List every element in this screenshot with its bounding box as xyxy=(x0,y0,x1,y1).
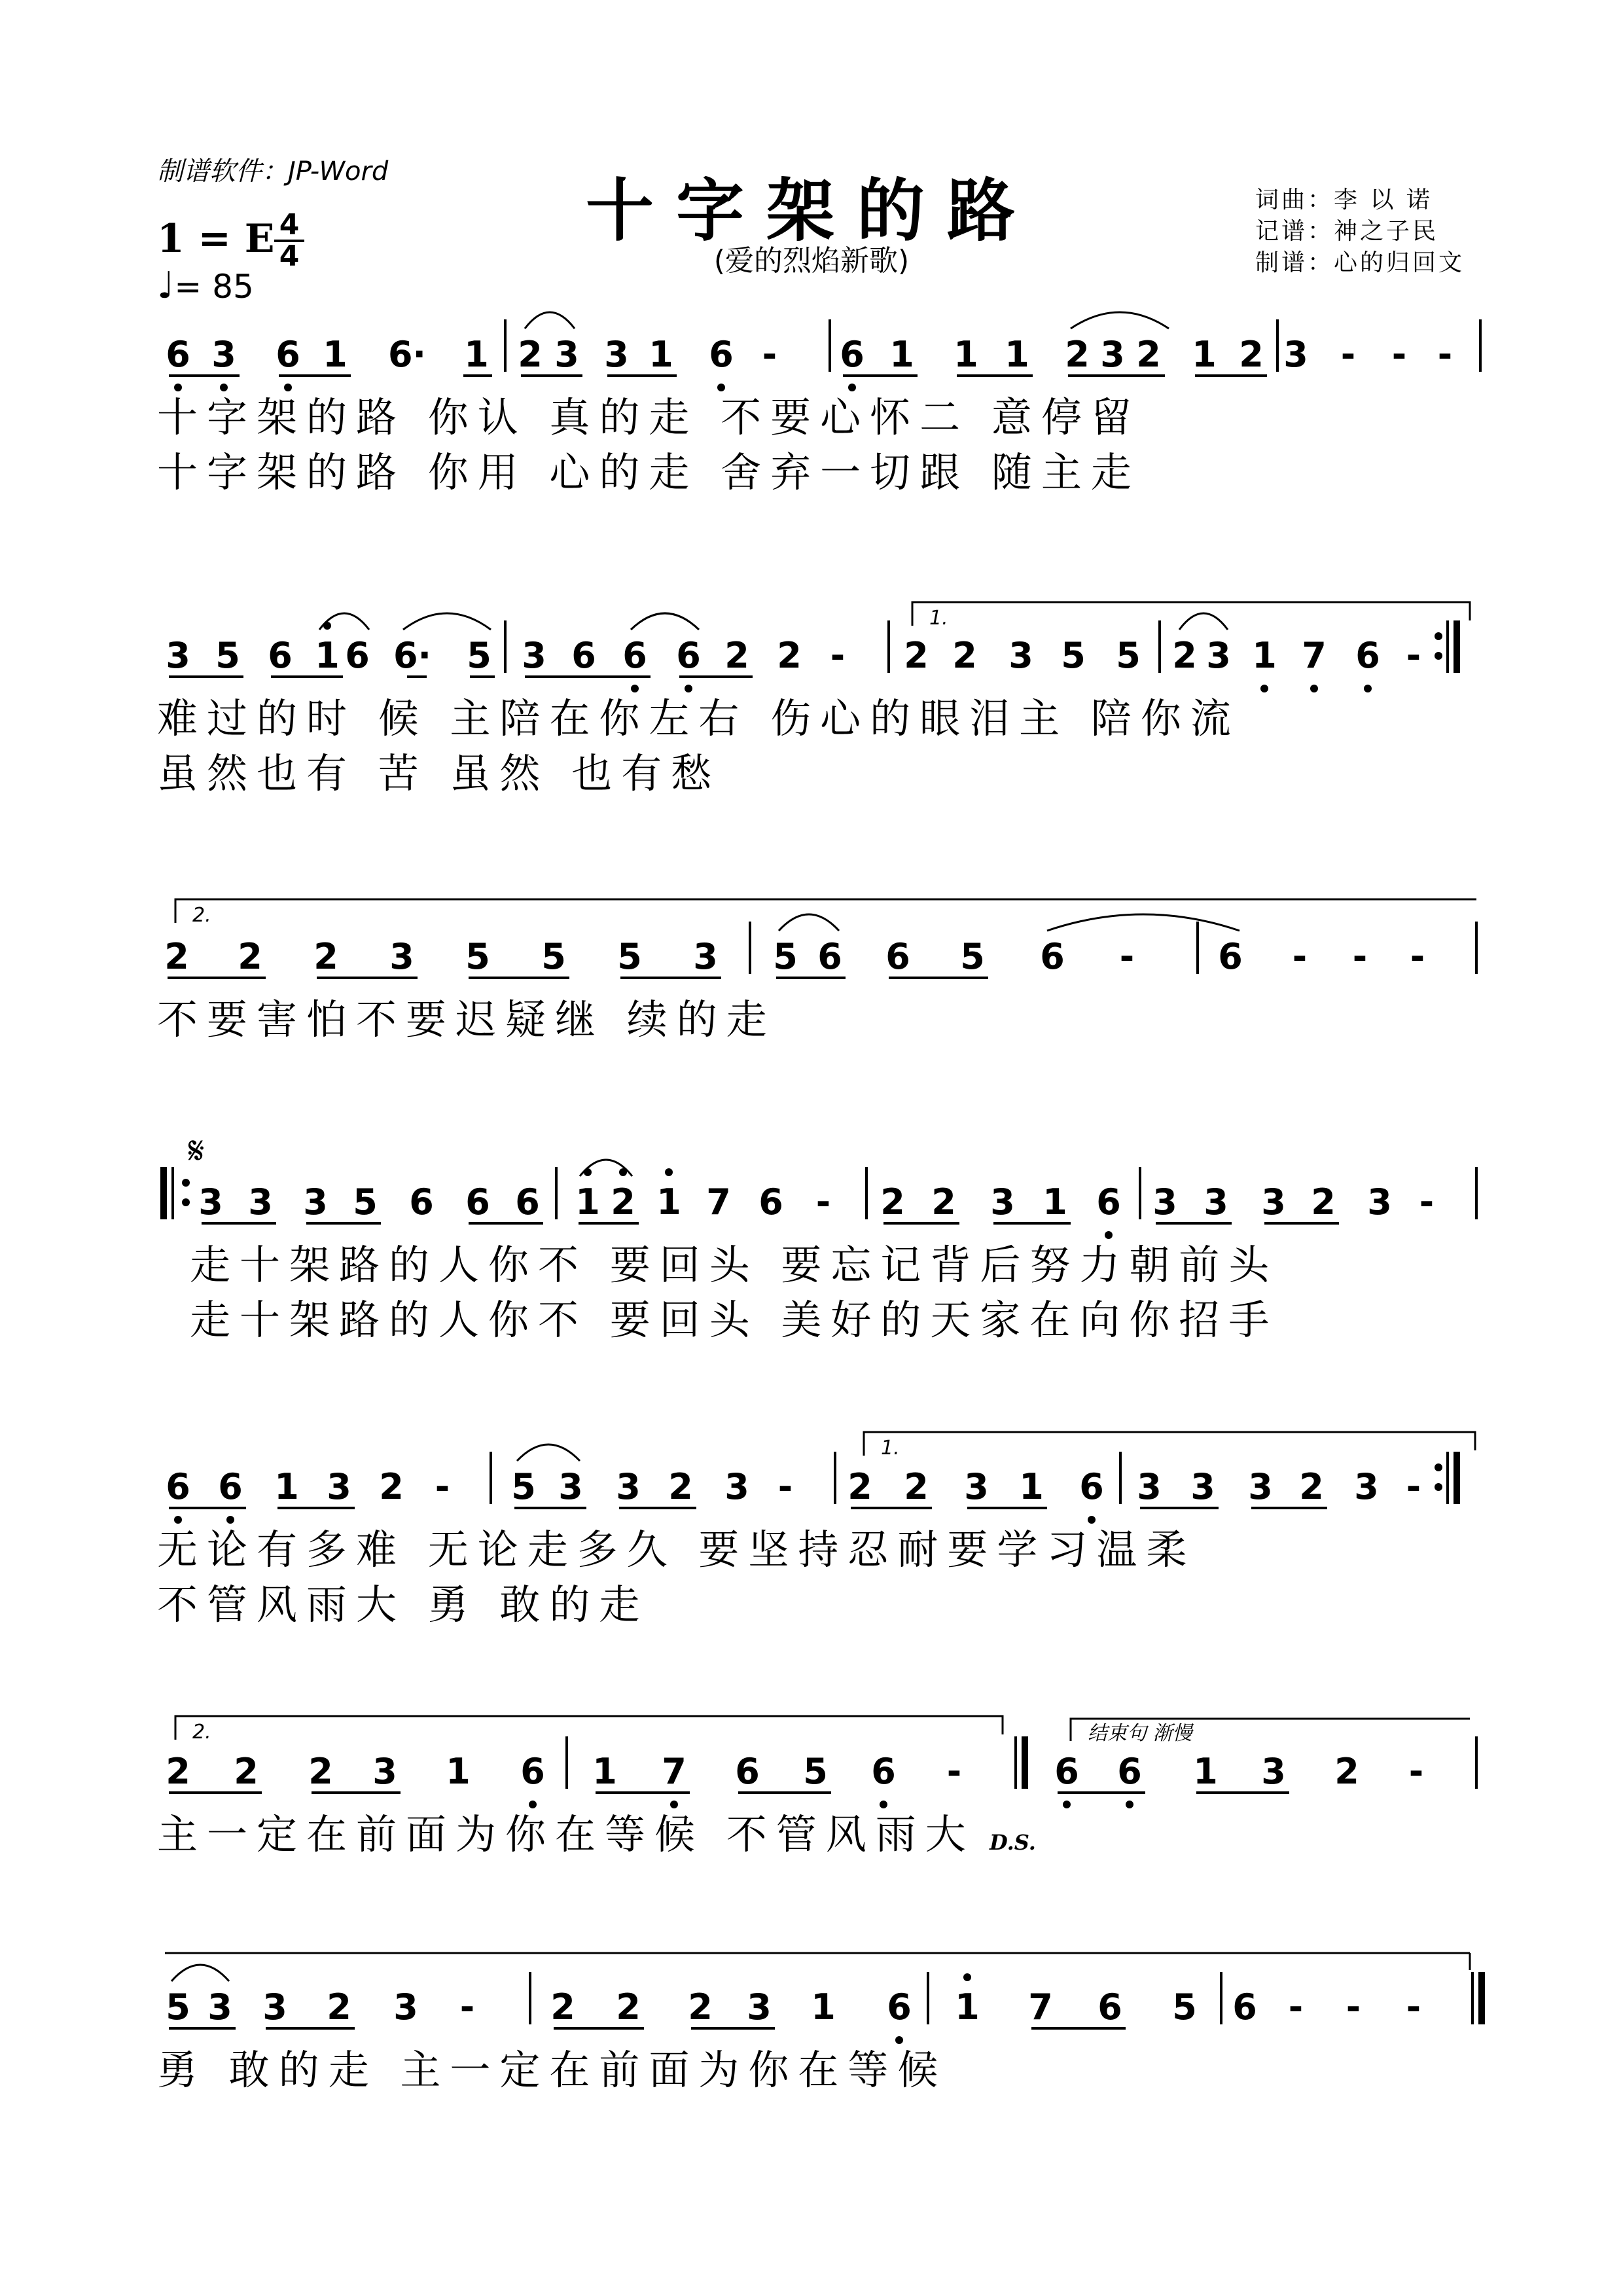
note: 2 xyxy=(668,1466,693,1507)
note: 6· xyxy=(387,334,427,375)
tempo-value: = 85 xyxy=(174,268,254,306)
note: 1 xyxy=(954,334,978,375)
credit-line: 记谱：神之子民 xyxy=(1255,218,1439,245)
note: 6 xyxy=(465,1181,490,1223)
note: 3 xyxy=(198,1181,223,1223)
note: 2 xyxy=(308,1751,333,1792)
note: 2 xyxy=(904,1466,929,1507)
note: 6 xyxy=(571,635,596,676)
note: 3 xyxy=(522,635,546,676)
note: 6 xyxy=(871,1751,896,1792)
dash-note: - xyxy=(1406,1466,1421,1507)
slur xyxy=(631,613,699,630)
note: 2 xyxy=(1239,334,1264,375)
dash-note: - xyxy=(1408,1751,1424,1792)
dash-note: - xyxy=(435,1466,450,1507)
ending-label: 结束句 渐慢 xyxy=(1088,1722,1192,1745)
note: 6 xyxy=(1232,1986,1257,2028)
note: 6 xyxy=(885,936,910,977)
music-system xyxy=(164,914,1476,978)
note: 6 xyxy=(1040,936,1065,977)
dash-note: - xyxy=(762,334,777,375)
dash-note: - xyxy=(946,1751,962,1792)
note: 1 xyxy=(656,1181,681,1223)
octave-dot-above xyxy=(665,1168,673,1176)
note: 6 xyxy=(268,635,293,676)
note: 3 xyxy=(616,1466,641,1507)
dash-note: - xyxy=(1406,635,1421,676)
dash-note: - xyxy=(1437,334,1453,375)
note: 2 xyxy=(166,1751,190,1792)
note: 3 xyxy=(554,334,579,375)
octave-dot-below xyxy=(1126,1801,1133,1808)
note: 1 xyxy=(274,1466,299,1507)
note: 3 xyxy=(990,1181,1015,1223)
repeat-dot xyxy=(1435,1483,1442,1491)
note: 3 xyxy=(1100,334,1125,375)
lyric-line: 难过的时 候 主陪在你左右 伤心的眼泪主 陪你流 xyxy=(157,694,1240,742)
note: 3 xyxy=(166,635,190,676)
note: 6 xyxy=(166,1466,190,1507)
note: 2 xyxy=(313,936,338,977)
note: 3 xyxy=(558,1466,583,1507)
music-system xyxy=(166,1736,1476,1808)
note: 5 xyxy=(1172,1986,1197,2028)
note: 2 xyxy=(1311,1181,1336,1223)
note: 5 xyxy=(465,936,490,977)
octave-dot-above xyxy=(619,1168,627,1176)
note: 3 xyxy=(1190,1466,1215,1507)
note: 7 xyxy=(1028,1986,1053,2028)
note: 6 xyxy=(166,334,190,375)
repeat-dot xyxy=(182,1198,190,1206)
note: 6 xyxy=(887,1986,912,2028)
note: 6 xyxy=(817,936,842,977)
note: 2 xyxy=(379,1466,404,1507)
dash-note: - xyxy=(1346,1986,1361,2028)
note: 2 xyxy=(880,1181,905,1223)
note: 3 xyxy=(211,334,236,375)
note: 3 xyxy=(964,1466,989,1507)
volta-label: 2. xyxy=(192,1721,211,1744)
note: 2 xyxy=(1136,334,1161,375)
dash-note: - xyxy=(777,1466,793,1507)
note: 6 xyxy=(409,1181,434,1223)
note: 6 xyxy=(758,1181,783,1223)
dash-note: - xyxy=(1419,1181,1435,1223)
slur xyxy=(525,312,575,329)
note: 3 xyxy=(1367,1181,1392,1223)
note: 3 xyxy=(1248,1466,1273,1507)
note: 1 xyxy=(1043,1181,1067,1223)
volta-bracket xyxy=(864,1432,1475,1456)
note: 6 xyxy=(218,1466,243,1507)
time-denominator: 4 xyxy=(279,240,300,273)
note: 6 xyxy=(735,1751,760,1792)
octave-dot-above xyxy=(584,1168,592,1176)
note: 2 xyxy=(847,1466,872,1507)
music-system xyxy=(166,1965,1482,2044)
note: 6 xyxy=(276,334,300,375)
note: 6 xyxy=(520,1751,545,1792)
lyric-line: 十字架的路 你认 真的走 不要心怀二 意停留 xyxy=(157,393,1141,441)
note: 1 xyxy=(1192,334,1217,375)
note: 3 xyxy=(389,936,414,977)
note: 3 xyxy=(372,1751,397,1792)
note: 1 xyxy=(1005,334,1029,375)
song-title: 十字架的路 xyxy=(585,171,1037,251)
note: 5 xyxy=(353,1181,378,1223)
note: 2 xyxy=(518,334,543,375)
time-numerator: 4 xyxy=(279,208,300,242)
credit-line: 词曲：李 以 诺 xyxy=(1255,187,1433,213)
note: 2 xyxy=(777,635,802,676)
note: 6 xyxy=(1079,1466,1104,1507)
note: 3 xyxy=(207,1986,232,2028)
lyric-line: 走十架路的人你不 要回头 美好的天家在向你招手 xyxy=(190,1296,1279,1344)
slur xyxy=(779,914,839,931)
note: 2 xyxy=(164,936,189,977)
note: 5 xyxy=(541,936,566,977)
note: 1 xyxy=(811,1986,836,2028)
note: 2 xyxy=(327,1986,351,2028)
dash-note: - xyxy=(815,1181,831,1223)
volta-label: 1. xyxy=(881,1437,900,1460)
lyric-line: 主一定在前面为你在等候 不管风雨大 xyxy=(157,1810,975,1858)
slur xyxy=(1179,613,1228,630)
note: 5 xyxy=(1061,635,1086,676)
note: 3 xyxy=(604,334,629,375)
note: 3 xyxy=(262,1986,287,2028)
ds-marking: D.S. xyxy=(990,1830,1036,1855)
note: 7 xyxy=(706,1181,731,1223)
octave-dot-below xyxy=(1310,685,1318,692)
quarter-note-icon: ♩ xyxy=(157,264,175,307)
lyric-line: 走十架路的人你不 要回头 要忘记背后努力朝前头 xyxy=(190,1241,1279,1289)
note: 5 xyxy=(803,1751,828,1792)
lyric-line: 勇 敢的走 主一定在前面为你在等候 xyxy=(157,2046,948,2094)
note: 6 xyxy=(676,635,701,676)
note: 3 xyxy=(1261,1751,1286,1792)
octave-dot-below xyxy=(1364,685,1372,692)
slur xyxy=(1047,914,1240,931)
octave-dot-below xyxy=(1063,1801,1071,1808)
note: 6 xyxy=(1117,1751,1142,1792)
volta-bracket xyxy=(175,1716,1003,1740)
octave-dot-above xyxy=(323,622,331,630)
volta-bracket xyxy=(912,602,1470,626)
lyric-line: 虽然也有 苦 虽然 也有愁 xyxy=(157,749,721,797)
note: 1 xyxy=(323,334,348,375)
note: 5 xyxy=(215,635,240,676)
note: 2 xyxy=(550,1986,575,2028)
note: 6 xyxy=(709,334,734,375)
credit-line: 制谱：心的归回文 xyxy=(1255,249,1465,276)
note: 3 xyxy=(1206,635,1231,676)
note: 5 xyxy=(617,936,642,977)
note: 2 xyxy=(1172,635,1197,676)
note: 3 xyxy=(1354,1466,1379,1507)
note: 6 xyxy=(1054,1751,1079,1792)
repeat-dot xyxy=(1435,1463,1442,1471)
dash-note: - xyxy=(1352,936,1368,977)
note: 1 xyxy=(446,1751,471,1792)
note: 1 xyxy=(1019,1466,1044,1507)
note: 3 xyxy=(248,1181,273,1223)
note: 3 xyxy=(693,936,718,977)
music-system xyxy=(166,613,1457,692)
slur xyxy=(517,1444,580,1461)
note: 3 xyxy=(393,1986,418,2028)
note: 6 xyxy=(622,635,647,676)
note: 3 xyxy=(1204,1181,1228,1223)
octave-dot-above xyxy=(963,1973,971,1981)
note: 1 xyxy=(464,334,489,375)
note: 1 xyxy=(575,1181,600,1223)
note: 5 xyxy=(773,936,798,977)
note: 2 xyxy=(616,1986,641,2028)
note: 1 xyxy=(955,1986,980,2028)
note: 7 xyxy=(662,1751,687,1792)
note: 3 xyxy=(327,1466,351,1507)
note: 2 xyxy=(724,635,749,676)
note: 2 xyxy=(1334,1751,1359,1792)
note: 3 xyxy=(724,1466,749,1507)
note: 3 xyxy=(1152,1181,1177,1223)
note: 6 xyxy=(840,334,865,375)
note: 2 xyxy=(1065,334,1090,375)
note: 5 xyxy=(960,936,985,977)
lyric-line: 无论有多难 无论走多久 要坚持忍耐要学习温柔 xyxy=(157,1526,1196,1573)
note: 2 xyxy=(238,936,262,977)
note: 1 xyxy=(592,1751,617,1792)
note: 2 xyxy=(904,635,929,676)
note: 3 xyxy=(1283,334,1308,375)
note: 2 xyxy=(952,635,977,676)
note: 6 xyxy=(515,1181,540,1223)
note: 2 xyxy=(234,1751,259,1792)
lyric-line: 十字架的路 你用 心的走 舍弃一切跟 随主走 xyxy=(157,448,1141,496)
note: 1 xyxy=(315,635,340,676)
lyric-line: 不管风雨大 勇 敢的走 xyxy=(157,1581,649,1628)
volta-label: 2. xyxy=(192,904,211,927)
note: 2 xyxy=(688,1986,713,2028)
note: 6 xyxy=(1097,1986,1122,2028)
key-signature: 1 = E xyxy=(157,216,275,262)
repeat-dot xyxy=(1435,652,1442,660)
note: 1 xyxy=(1252,635,1277,676)
note: 7 xyxy=(1302,635,1327,676)
software-label: 制谱软件：JP-Word xyxy=(157,156,389,187)
dash-note: - xyxy=(459,1986,475,2028)
note: 6 xyxy=(1355,635,1380,676)
note: 3 xyxy=(1008,635,1033,676)
note: 5 xyxy=(166,1986,190,2028)
dash-note: - xyxy=(1406,1986,1421,2028)
note: 6 xyxy=(1096,1181,1121,1223)
dash-note: - xyxy=(1391,334,1407,375)
note: 3 xyxy=(1261,1181,1286,1223)
slur xyxy=(403,613,491,630)
dash-note: - xyxy=(830,635,846,676)
note: 5 xyxy=(467,635,491,676)
dash-note: - xyxy=(1340,334,1356,375)
note: 3 xyxy=(1137,1466,1162,1507)
repeat-dot xyxy=(182,1179,190,1187)
note: 3 xyxy=(747,1986,772,2028)
music-system xyxy=(166,312,1480,391)
repeat-dot xyxy=(1435,632,1442,640)
note: 3 xyxy=(303,1181,328,1223)
volta-label: 1. xyxy=(929,607,948,630)
music-system xyxy=(164,1160,1476,1239)
octave-dot-below xyxy=(1260,685,1268,692)
note: 5 xyxy=(511,1466,536,1507)
dash-note: - xyxy=(1410,936,1425,977)
note: 5 xyxy=(1116,635,1141,676)
note: 2 xyxy=(611,1181,635,1223)
segno-icon: 𝄋 xyxy=(188,1128,205,1173)
note: 1 xyxy=(649,334,673,375)
note: 2 xyxy=(1299,1466,1324,1507)
slur xyxy=(171,1965,229,1981)
slur xyxy=(1071,312,1169,329)
dash-note: - xyxy=(1292,936,1308,977)
note: 6· xyxy=(393,635,432,676)
note: 6 xyxy=(345,635,370,676)
dash-note: - xyxy=(1288,1986,1304,2028)
note: 6 xyxy=(1218,936,1243,977)
note: 1 xyxy=(889,334,914,375)
note: 1 xyxy=(1193,1751,1218,1792)
dash-note: - xyxy=(1119,936,1135,977)
song-subtitle: (爱的烈焰新歌) xyxy=(713,244,910,278)
note: 2 xyxy=(931,1181,956,1223)
lyric-line: 不要害怕不要迟疑继 续的走 xyxy=(157,996,776,1043)
music-system xyxy=(166,1444,1457,1524)
